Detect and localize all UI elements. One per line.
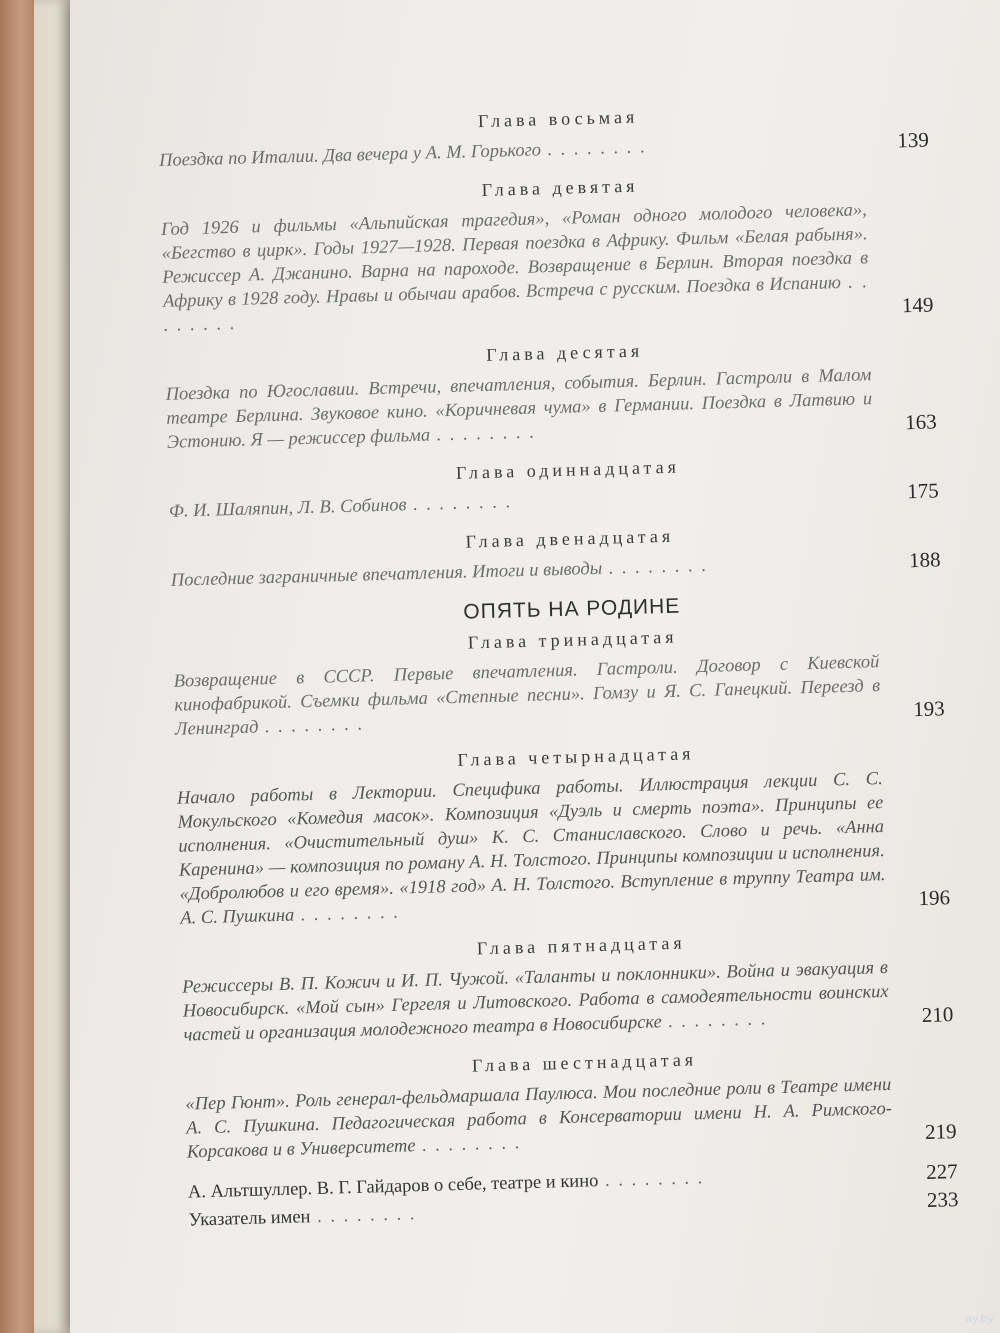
page-number: 188 (908, 547, 941, 573)
toc-entry (185, 1071, 957, 1164)
toc-block (165, 332, 938, 454)
page-number: 227 (925, 1159, 958, 1184)
toc-block (158, 99, 929, 173)
table-of-contents (158, 99, 959, 1249)
toc-block (170, 518, 941, 592)
page-number: 193 (912, 696, 946, 722)
toc-entry-text: Возвращение в СССР. Первые впечатления. Гастроли. Договор с Киевской кинофабрикой. Съемки фильма «Степные песни». Гомзу и Я. С. Ганецкий. Переезд в Ленинград . . . (173, 650, 881, 742)
toc-entry (165, 361, 937, 454)
page-number: 175 (906, 478, 939, 504)
section-title: ОПЯТЬ НА РОДИНЕ (463, 594, 681, 624)
chapter-title: Глава двенадцатая (465, 525, 675, 552)
chapter-title: Глава пятнадцатая (476, 932, 686, 959)
chapter-title: Глава десятая (485, 340, 644, 365)
page-number: 233 (926, 1187, 959, 1212)
page-number: 149 (901, 292, 934, 318)
toc-block (173, 619, 946, 741)
watermark: ay.by (965, 1312, 994, 1325)
chapter-title: Глава одиннадцатая (455, 456, 681, 483)
page-number: 210 (921, 1002, 954, 1028)
page-number: 219 (924, 1119, 957, 1144)
toc-entry (173, 648, 945, 741)
toc-block (160, 167, 934, 337)
toc-entry-text: Год 1926 и фильмы «Альпийская трагедия», «Роман одного молодого человека», «Бегство в цирк». Годы 1927—1928. Первая поездка в Африку. Фильм «Белая рабыня». Режиссер А. Джанино. Варна на пароходе. Возвращение в Берлин. Вторая поездка в Африку в 1928 году. Нравы и обычаи арабов. Встреча с русским. Поездка в Испанию . . . (161, 198, 870, 338)
toc-entry-text: Поездка по Югославии. Встречи, впечатления, события. Берлин. Гастроли в Малом театре Берлина. Звуковое кино. «Коричневая чума» в Германии. Поездка в Латвию и Эстонию. Я — режиссер фильма . . . (165, 363, 873, 455)
book-page (70, 0, 1000, 1333)
toc-entry-text: Указатель имен . . . (188, 1189, 894, 1233)
chapter-title: Глава четырнадцатая (457, 743, 695, 770)
toc-entry-text: Режиссеры В. П. Кожич и И. П. Чужой. «Таланты и поклонники». Война и эвакуация в Новосибирск. «Мой сын» Гергеля и Литовского. Работа в самодеятельности воинских частей и организация молодежного театра в Новосибирске . . . (182, 956, 890, 1048)
book-spine (0, 0, 34, 1333)
toc-entry-text: Последние заграничные впечатления. Итоги и выводы . . . (171, 549, 877, 593)
page-number: 139 (897, 127, 930, 153)
toc-entry (182, 954, 954, 1047)
toc-block (181, 925, 954, 1047)
toc-entry (177, 765, 951, 930)
toc-entry-text: «Пер Гюнт». Роль генерал-фельдмаршала Паулюса. Мои последние роли в Театре имени А. С. Пушкина. Педагогическая работа в Консерватории имени Н. А. Римского-Корсакова и в Университете . . . (185, 1073, 893, 1165)
toc-entry (161, 196, 934, 337)
chapter-title: Глава тринадцатая (467, 626, 678, 653)
toc-entry-text: А. Альтшуллер. В. Г. Гайдаров о себе, театре и кино . . . (188, 1161, 894, 1205)
toc-block (176, 736, 951, 930)
toc-entry-text: Поездка по Италии. Два вечера у А. М. Горького . . . (159, 129, 865, 173)
toc-block (168, 449, 939, 523)
page-number: 196 (918, 885, 951, 911)
chapter-title: Глава девятая (481, 175, 639, 200)
page-number: 163 (904, 409, 938, 435)
toc-block (184, 1042, 957, 1164)
toc-entry-text: Ф. И. Шаляпин, Л. В. Собинов . . . (169, 480, 875, 524)
toc-entry-text: Начало работы в Лектории. Специфика работы. Иллюстрация лекции С. С. Мокульского «Комедия масок». Композиция «Дуэль и смерть поэта». Принципы ее исполнения. «Очистительный душ» К. С. Станиславского. Слово и речь. «Анна Каренина» — композиция по роману А. Н. Толстого. Принципы композиции и исполнения. «Добролюбов и его время». «1918 год» А. Н. Толстого. Вступление в труппу Театра им. А. С. Пушкина . . . (177, 767, 887, 931)
chapter-title: Глава восьмая (477, 106, 639, 132)
chapter-title: Глава шестнадцатая (471, 1049, 698, 1076)
